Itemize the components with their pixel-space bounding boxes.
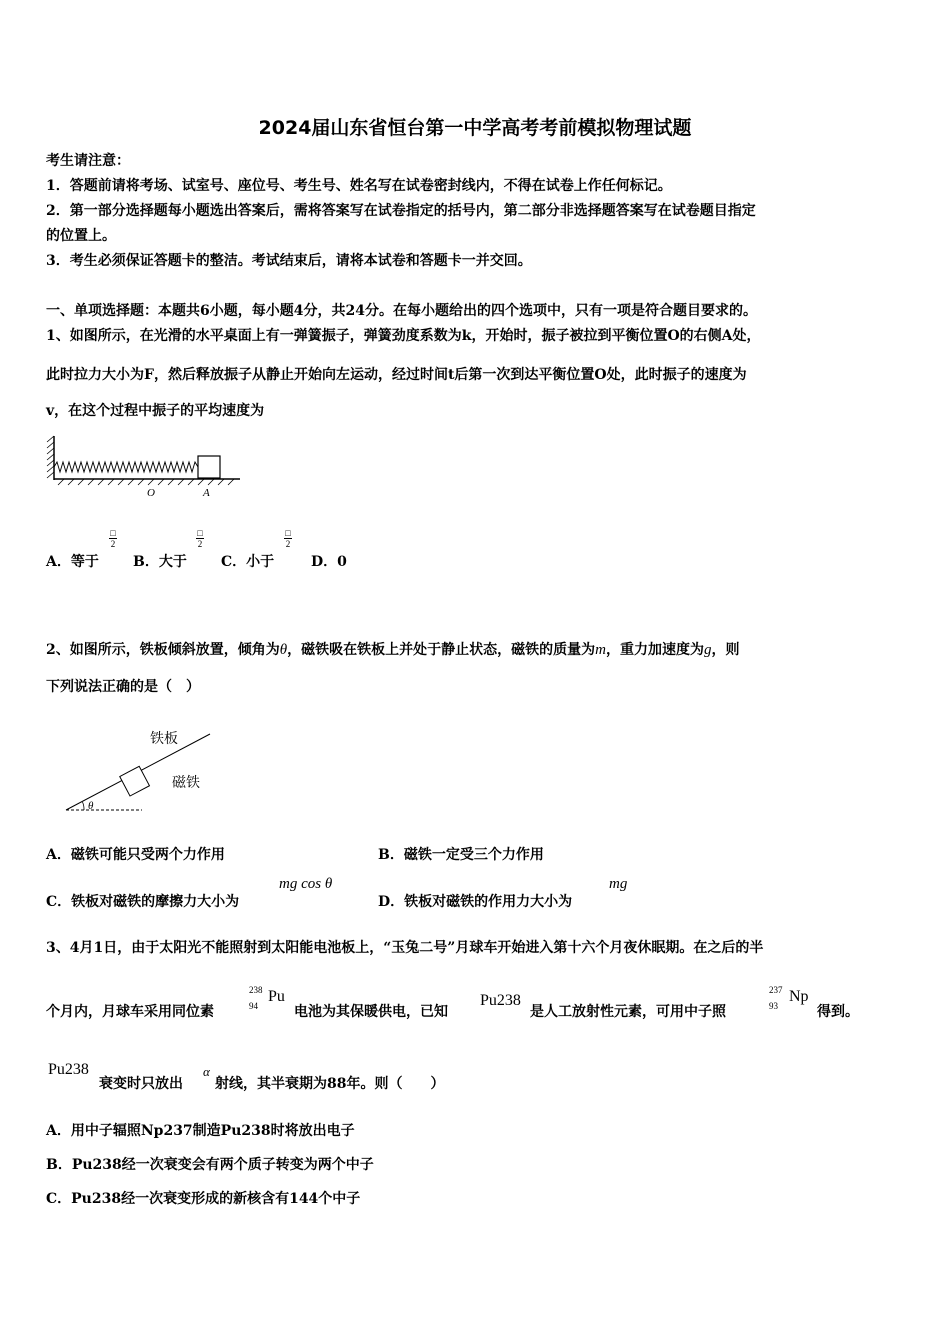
q3-text: 得到。: [817, 1004, 859, 1020]
q1-text: v，在这个过程中振子的平均速度为: [46, 403, 265, 419]
q3-text: 射线，其半衰期为88年。则（ ）: [215, 1076, 445, 1092]
notice-item: 1．答题前请将考场、试室号、座位号、考生号、姓名写在试卷密封线内，不得在试卷上作任何标记。: [46, 178, 672, 194]
option-c[interactable]: C．铁板对磁铁的摩擦力大小为: [46, 894, 240, 910]
formula: mg: [609, 876, 628, 892]
fraction: □ 2: [110, 528, 116, 549]
atomic-number: 94: [249, 1001, 258, 1011]
option-c[interactable]: C．小于: [221, 554, 275, 570]
q1-text: 此时拉力大小为F，然后释放振子从静止开始向左运动，经过时间t后第一次到达平衡位置O处，此时振子的速度为: [46, 367, 747, 383]
q3-text: 电池为其保暖供电，已知: [294, 1004, 448, 1020]
q3-text: 3、4月1日，由于太阳光不能照射到太阳能电池板上，“玉兔二号”月球车开始进入第十六个月夜休眠期。在之后的半: [46, 940, 764, 956]
option-d[interactable]: D．0: [311, 554, 347, 570]
option-a[interactable]: A．用中子辐照Np237制造Pu238时将放出电子: [46, 1123, 355, 1139]
magnet-label: 磁铁: [172, 775, 200, 791]
fraction: □ 2: [285, 528, 291, 549]
nuclide-symbol: Pu: [268, 988, 285, 1005]
option-a[interactable]: A．磁铁可能只受两个力作用: [46, 847, 225, 863]
inclined-plate-figure: [60, 722, 220, 818]
label-o: O: [147, 487, 155, 499]
q2-text: 下列说法正确的是（ ）: [46, 679, 200, 695]
mass-number: 238: [249, 985, 263, 995]
nuclide-name: Pu238: [48, 1061, 89, 1078]
option-c[interactable]: C．Pu238经一次衰变形成的新核含有144个中子: [46, 1191, 361, 1207]
option-b[interactable]: B．大于: [133, 554, 187, 570]
alpha-symbol: α: [203, 1064, 210, 1079]
q1-text: 1、如图所示，在光滑的水平桌面上有一弹簧振子，弹簧劲度系数为k，开始时，振子被拉到平衡位置O的右侧A处，: [46, 328, 761, 344]
option-a[interactable]: A．等于: [46, 554, 99, 570]
mass-number: 237: [769, 985, 783, 995]
fraction: □ 2: [197, 528, 203, 549]
option-b[interactable]: B．Pu238经一次衰变会有两个质子转变为两个中子: [46, 1157, 374, 1173]
atomic-number: 93: [769, 1001, 778, 1011]
q3-text: 衰变时只放出: [99, 1076, 183, 1092]
notice-heading: 考生请注意：: [46, 153, 130, 169]
notice-item: 3．考生必须保证答题卡的整洁。考试结束后，请将本试卷和答题卡一并交回。: [46, 253, 532, 269]
q2-text: 2、如图所示，铁板倾斜放置，倾角为θ，磁铁吸在铁板上并处于静止状态，磁铁的质量为m，重力加速度为g，则: [46, 642, 740, 658]
formula: mg cos θ: [279, 876, 333, 892]
q3-text: 个月内，月球车采用同位素: [46, 1004, 214, 1020]
option-d[interactable]: D．铁板对磁铁的作用力大小为: [378, 894, 573, 910]
nuclide-name: Pu238: [480, 992, 521, 1009]
page-title: 2024届山东省恒台第一中学高考考前模拟物理试题: [258, 117, 692, 139]
angle-label: θ: [88, 800, 94, 812]
label-a: A: [203, 487, 210, 499]
nuclide-symbol: Np: [789, 988, 809, 1005]
spring-oscillator-figure: [44, 432, 244, 500]
option-b[interactable]: B．磁铁一定受三个力作用: [378, 847, 544, 863]
notice-item: 的位置上。: [46, 228, 116, 244]
section-heading: 一、单项选择题：本题共6小题，每小题4分，共24分。在每小题给出的四个选项中，只有一项是符合题目要求的。: [46, 303, 757, 319]
q3-text: 是人工放射性元素，可用中子照: [530, 1004, 726, 1020]
notice-item: 2．第一部分选择题每小题选出答案后，需将答案写在试卷指定的括号内，第二部分非选择题答案写在试卷题目指定: [46, 203, 756, 219]
plate-label: 铁板: [150, 731, 178, 747]
